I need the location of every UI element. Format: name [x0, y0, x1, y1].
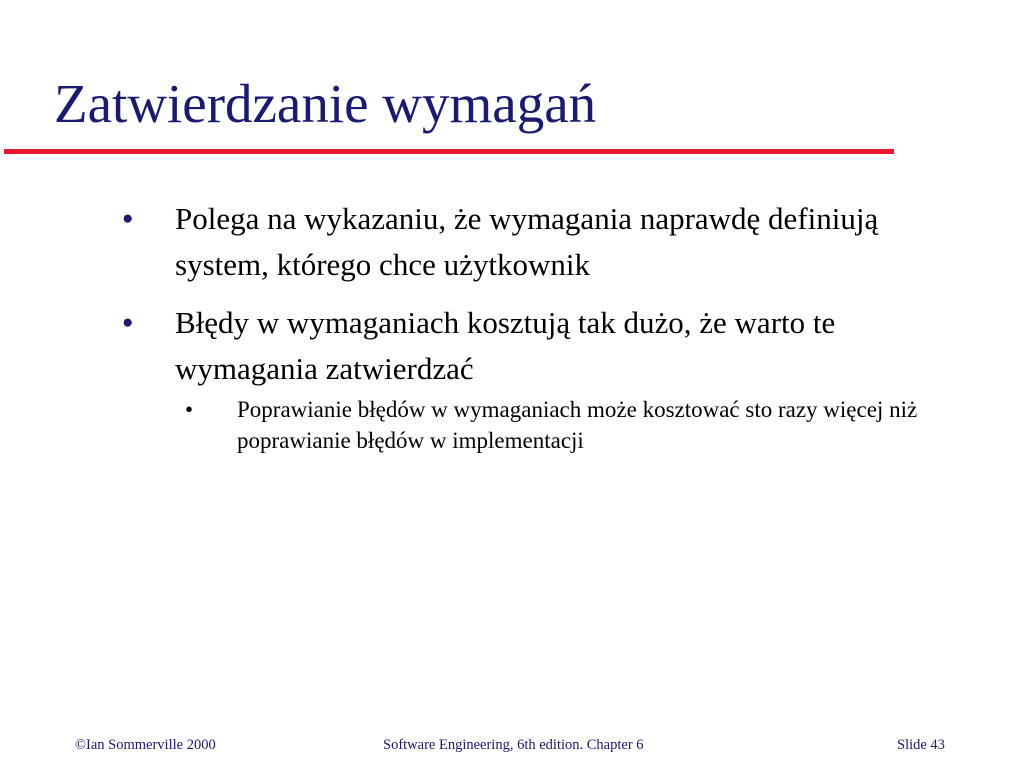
title-underline [4, 149, 894, 154]
footer-copyright: ©Ian Sommerville 2000 [75, 737, 216, 753]
bullet-text: Polega na wykazaniu, że wymagania naprawdę definiują system, którego chce użytkownik [175, 201, 879, 282]
bullet-item [0, 300, 945, 456]
bullet-list [0, 196, 1024, 468]
slide-footer [0, 737, 1024, 757]
sub-bullet-item [185, 394, 967, 456]
slide-title: Zatwierdzanie wymagań [54, 73, 597, 134]
footer-slide-number: Slide 43 [897, 737, 945, 753]
sub-bullet-dot-icon: • [185, 397, 194, 422]
sub-bullet-list [175, 394, 945, 456]
footer-book-title: Software Engineering, 6th edition. Chapter 6 [383, 737, 644, 753]
bullet-dot-icon: ● [122, 208, 134, 229]
sub-bullet-text: Poprawianie błędów w wymaganiach może kosztować sto razy więcej niż poprawianie błędów w implementacji [237, 397, 918, 453]
bullet-text: Błędy w wymaganiach kosztują tak dużo, że warto te wymagania zatwierdzać [175, 305, 836, 386]
bullet-item [0, 196, 945, 288]
bullet-dot-icon: ● [122, 312, 134, 333]
